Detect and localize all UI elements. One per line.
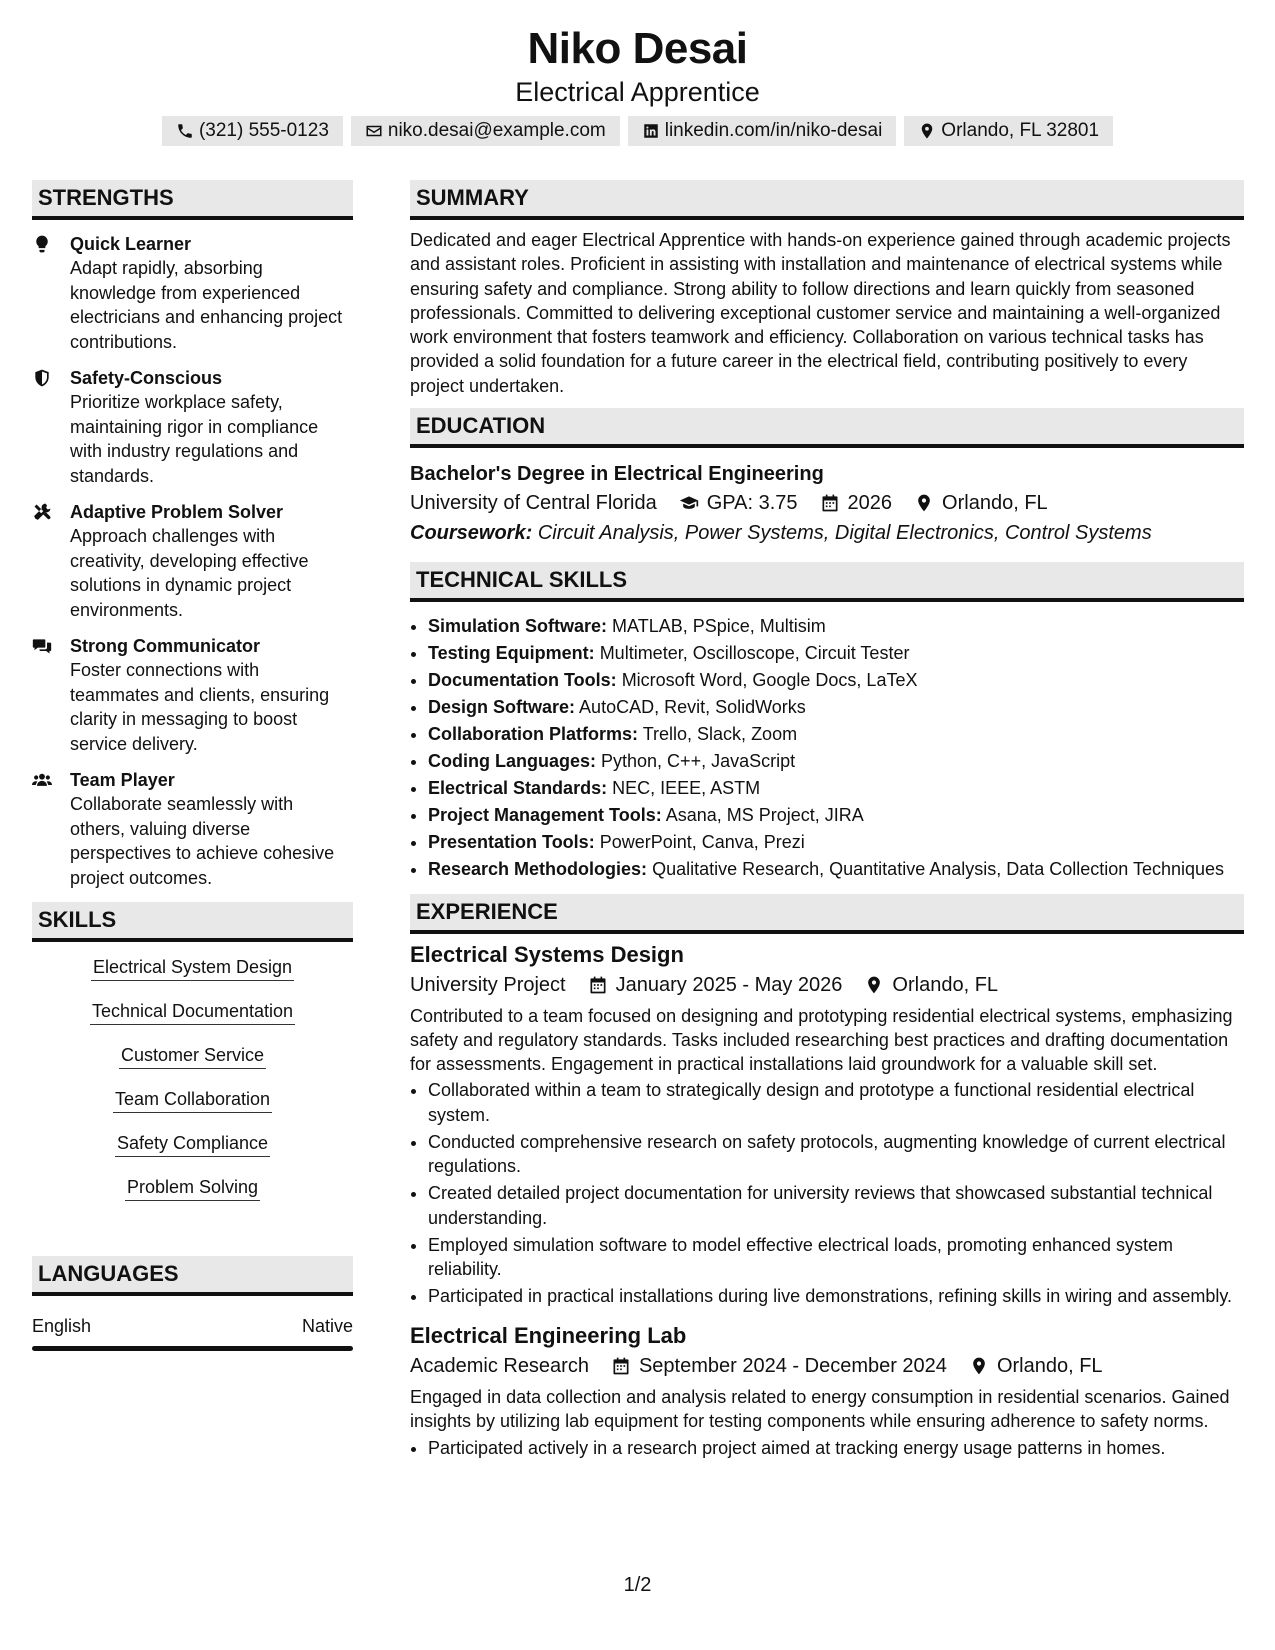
coursework-label: Coursework: — [410, 522, 533, 545]
right-column — [410, 180, 1244, 1472]
list-item: • Participated in practical installations during live demonstrations, refining skills in wiring and assembly. — [428, 1284, 1244, 1309]
summary-text: Dedicated and eager Electrical Apprentice with hands-on experience gained through academic projects and assistant roles. Proficient in assisting with installation and maintenance of electrical systems while ensuring safety and compliance. Strong ability to follow directions and learn quickly from seasoned professionals. Committed to delivering exceptional customer service and maintaining a well-organized work environment that fosters teamwork and efficiency. Collaboration on various technical tasks has provided a solid foundation for a future career in the electrical field, contributing positively to every project undertaken. — [410, 230, 1231, 396]
strength-desc: Collaborate seamlessly with others, valuing diverse perspectives to achieve cohesive project outcomes. — [70, 794, 335, 888]
contact-location[interactable] — [904, 116, 1113, 146]
languages-heading: LANGUAGES — [32, 1256, 353, 1296]
strength-desc: Adapt rapidly, absorbing knowledge from experienced electricians and enhancing project contributions. — [70, 258, 343, 352]
list-item: • Testing Equipment: Multimeter, Oscilloscope, Circuit Tester — [428, 641, 1244, 666]
job-description: Contributed to a team focused on designing and prototyping residential electrical systems, emphasizing safety and regulatory standards. Tasks included researching best practices and drafting documentation for assessments. Engagement in practical installations laid groundwork for a valuable skill set. — [410, 1005, 1233, 1075]
job-dates: September 2024 - December 2024 — [638, 1354, 947, 1377]
strength-item — [32, 634, 353, 756]
list-item: • Conducted comprehensive research on safety protocols, augmenting knowledge of current electrical regulations. — [428, 1130, 1244, 1179]
coursework-list: Circuit Analysis, Power Systems, Digital Electronics, Control Systems — [537, 522, 1152, 545]
list-item: • Simulation Software: MATLAB, PSpice, Multisim — [428, 614, 1244, 639]
summary-heading: SUMMARY — [410, 180, 1244, 220]
job-bullets — [410, 1078, 1244, 1309]
tools-icon — [32, 502, 52, 522]
resume-header — [0, 0, 1275, 146]
skill-tag: Technical Documentation — [90, 998, 295, 1025]
education-degree: Bachelor's Degree in Electrical Engineering — [410, 463, 824, 486]
job-title: Electrical Systems Design — [410, 941, 684, 967]
language-row — [32, 1308, 353, 1338]
education-gpa: GPA: 3.75 — [706, 492, 798, 515]
page-number: 1/2 — [623, 1574, 652, 1596]
calendar-icon — [588, 975, 608, 995]
contact-phone[interactable] — [162, 116, 343, 146]
contact-linkedin[interactable] — [628, 116, 897, 146]
strength-item — [32, 366, 353, 488]
map-pin-icon — [969, 1356, 989, 1376]
candidate-name: Niko Desai — [527, 24, 748, 73]
strength-item — [32, 500, 353, 622]
strength-title: Strong Communicator — [70, 636, 261, 656]
job-org: Academic Research — [410, 1354, 589, 1377]
skill-tag: Team Collaboration — [113, 1086, 272, 1113]
phone-icon — [176, 122, 194, 140]
job-bullets — [410, 1436, 1244, 1461]
list-item: • Project Management Tools: Asana, MS Project, JIRA — [428, 803, 1244, 828]
contact-email[interactable] — [351, 116, 620, 146]
linkedin-icon — [642, 122, 660, 140]
envelope-icon — [365, 122, 383, 140]
list-item: • Employed simulation software to model effective electrical loads, promoting enhanced system reliability. — [428, 1233, 1244, 1282]
list-item: • Electrical Standards: NEC, IEEE, ASTM — [428, 776, 1244, 801]
list-item: • Collaborated within a team to strategically design and prototype a functional residential electrical system. — [428, 1078, 1244, 1127]
education-coursework — [410, 518, 1244, 548]
strength-item — [32, 768, 353, 890]
job-dates: January 2025 - May 2026 — [615, 973, 843, 996]
education-meta — [410, 488, 1244, 518]
linkedin-text: linkedin.com/in/niko-desai — [664, 120, 883, 141]
skill-tag: Customer Service — [119, 1042, 266, 1069]
technical-skills-list — [410, 614, 1244, 882]
skill-tag: Electrical System Design — [91, 954, 294, 981]
chat-icon — [32, 636, 52, 656]
phone-text: (321) 555-0123 — [198, 120, 329, 141]
list-item: • Coding Languages: Python, C++, JavaScript — [428, 749, 1244, 774]
strength-desc: Approach challenges with creativity, developing effective solutions in dynamic project environments. — [70, 526, 309, 620]
strength-desc: Foster connections with teammates and clients, ensuring clarity in messaging to boost service delivery. — [70, 660, 330, 754]
location-text: Orlando, FL 32801 — [941, 120, 1100, 141]
strength-item — [32, 232, 353, 354]
job-entry — [410, 940, 1244, 1309]
shield-icon — [32, 368, 52, 388]
strength-desc: Prioritize workplace safety, maintaining rigor in compliance with industry regulations and standards. — [70, 392, 319, 486]
strength-title: Adaptive Problem Solver — [70, 502, 284, 522]
skills-heading: SKILLS — [32, 902, 353, 942]
education-school: University of Central Florida — [410, 492, 657, 515]
language-name: English — [32, 1316, 92, 1336]
job-description: Engaged in data collection and analysis related to energy consumption in residential scenarios. Gained insights by utilizing lab equipment for testing components while ensuring adherence to safety norms. — [410, 1386, 1230, 1432]
job-location: Orlando, FL — [996, 1354, 1103, 1377]
language-level: Native — [301, 1316, 353, 1336]
candidate-title: Electrical Apprentice — [515, 77, 760, 107]
list-item: • Design Software: AutoCAD, Revit, SolidWorks — [428, 695, 1244, 720]
strength-title: Quick Learner — [70, 234, 192, 254]
list-item: • Research Methodologies: Qualitative Research, Quantitative Analysis, Data Collection Techniques — [428, 857, 1244, 882]
list-item: • Collaboration Platforms: Trello, Slack, Zoom — [428, 722, 1244, 747]
job-title: Electrical Engineering Lab — [410, 1322, 687, 1348]
job-location: Orlando, FL — [892, 973, 999, 996]
education-heading: EDUCATION — [410, 408, 1244, 448]
calendar-icon — [611, 1356, 631, 1376]
job-entry — [410, 1321, 1244, 1460]
left-column — [32, 180, 353, 1351]
experience-heading: EXPERIENCE — [410, 894, 1244, 934]
strengths-heading: STRENGTHS — [32, 180, 353, 220]
job-meta — [410, 970, 1244, 1000]
technical-skills-heading: TECHNICAL SKILLS — [410, 562, 1244, 602]
skill-tag: Problem Solving — [125, 1174, 260, 1201]
list-item: • Documentation Tools: Microsoft Word, Google Docs, LaTeX — [428, 668, 1244, 693]
users-icon — [32, 770, 52, 790]
email-text: niko.desai@example.com — [387, 120, 606, 141]
map-pin-icon — [864, 975, 884, 995]
list-item: • Presentation Tools: PowerPoint, Canva, Prezi — [428, 830, 1244, 855]
education-location: Orlando, FL — [942, 492, 1048, 515]
list-item: • Created detailed project documentation for university reviews that showcased substantial technical understanding. — [428, 1181, 1244, 1230]
lightbulb-icon — [32, 234, 52, 254]
strength-title: Safety-Conscious — [70, 368, 223, 388]
language-proficiency-bar — [32, 1346, 353, 1351]
list-item: • Participated actively in a research project aimed at tracking energy usage patterns in homes. — [428, 1436, 1244, 1461]
education-year: 2026 — [847, 492, 893, 515]
contact-bar — [0, 116, 1275, 146]
graduation-cap-icon — [679, 493, 699, 513]
job-meta — [410, 1351, 1244, 1381]
strength-title: Team Player — [70, 770, 175, 790]
skills-list — [32, 954, 353, 1218]
map-pin-icon — [918, 122, 936, 140]
map-pin-icon — [914, 493, 934, 513]
skill-tag: Safety Compliance — [115, 1130, 270, 1157]
job-org: University Project — [410, 973, 566, 996]
calendar-icon — [820, 493, 840, 513]
